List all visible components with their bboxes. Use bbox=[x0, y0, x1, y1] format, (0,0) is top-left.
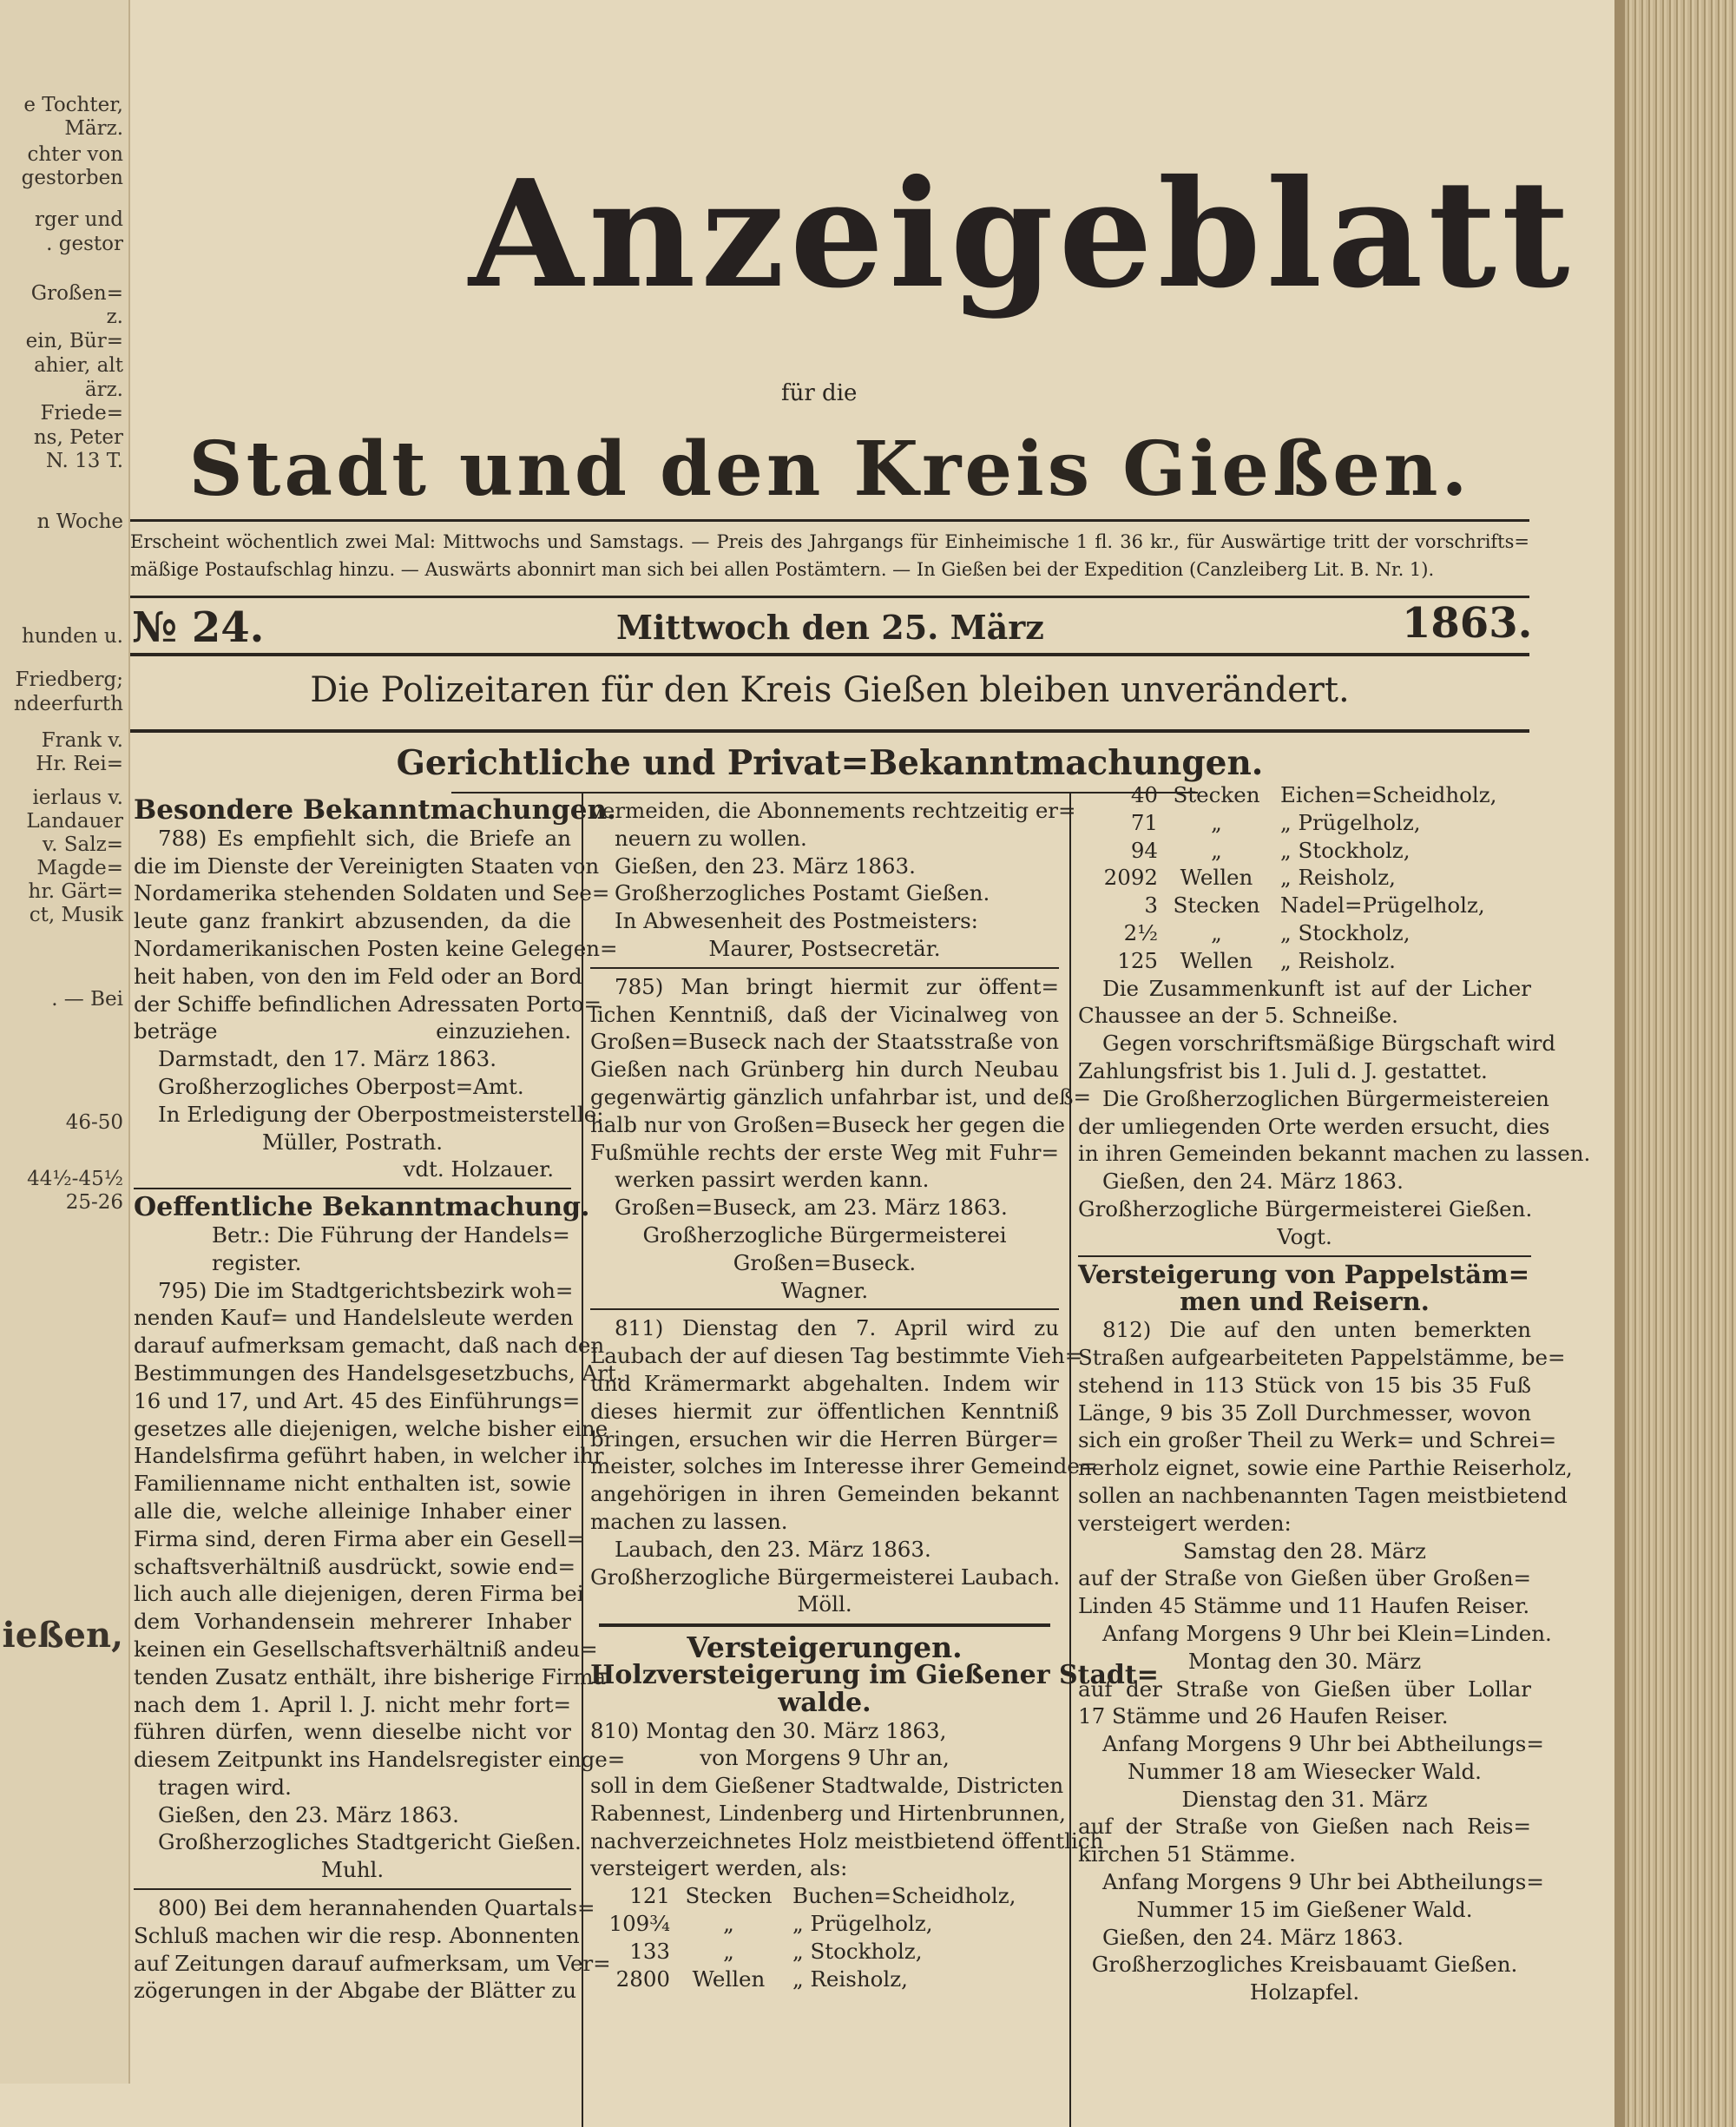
notice-800-last: neuern zu wollen. bbox=[615, 825, 807, 851]
text-line: Fußmühle rechts der erste Weg mit Fuhr= bbox=[590, 1139, 1059, 1165]
fragment-line: ießen, bbox=[2, 1615, 123, 1656]
heading-pappel-1: Versteigerung von Pappelstäm= bbox=[1078, 1259, 1530, 1289]
notice-795 bbox=[134, 1222, 626, 1884]
issue-date: Mittwoch den 25. März bbox=[616, 608, 1044, 647]
notice-810-last: versteigert werden, als: bbox=[590, 1855, 848, 1881]
text-line: beträge einzuziehen. bbox=[134, 1018, 571, 1044]
text-line: auf der Straße von Gießen über Lollar bbox=[1078, 1676, 1531, 1702]
text-line: Großen=Buseck nach der Staatsstraße von bbox=[590, 1029, 1059, 1055]
day-2-last: 17 Stämme und 26 Haufen Reiser. bbox=[1078, 1703, 1449, 1729]
heading-oeffentliche: Oeffentliche Bekanntmachung. bbox=[134, 1192, 590, 1223]
wood-quantity: 109¾ bbox=[608, 1911, 670, 1937]
text-line: die im Dienste der Vereinigten Staaten von bbox=[134, 853, 600, 879]
fragment-line: chter von bbox=[27, 143, 123, 166]
text-line: 788) Es empfiehlt sich, die Briefe an bbox=[158, 825, 571, 851]
wood-quantity: 94 bbox=[1130, 837, 1158, 863]
day-2-start-1: Anfang Morgens 9 Uhr bei Abtheilungs= bbox=[1102, 1731, 1544, 1757]
text-line: gegenwärtig gänzlich unfahrbar ist, und deß= bbox=[590, 1083, 1091, 1110]
wood-unit: „ bbox=[723, 1911, 734, 1937]
notice-795-date: Gießen, den 23. März 1863. bbox=[158, 1801, 459, 1827]
notice-788-sub: In Erledigung der Oberpostmeisterstelle: bbox=[158, 1101, 604, 1127]
wood-unit: Stecken bbox=[1173, 782, 1260, 807]
wood-row bbox=[1078, 781, 1523, 809]
notice-795-last: tragen wird. bbox=[158, 1774, 292, 1800]
text-line: 16 und 17, und Art. 45 des Einführungs= bbox=[134, 1387, 581, 1413]
day-3-lines bbox=[1078, 1813, 1531, 1841]
fragment-line: 25-26 bbox=[65, 1191, 123, 1214]
text-line: 795) Die im Stadtgerichtsbezirk woh= bbox=[158, 1277, 574, 1303]
wood-type: „ Stockholz, bbox=[1280, 837, 1410, 863]
fragment-line: 46-50 bbox=[65, 1111, 123, 1134]
wood-row bbox=[1078, 892, 1523, 919]
wood-row bbox=[1078, 809, 1523, 837]
text-line: Bestimmungen des Handelsgesetzbuchs, Art. bbox=[134, 1360, 623, 1386]
fragment-line: Großen= bbox=[30, 282, 123, 305]
heading-holzversteigerung-2: walde. bbox=[778, 1687, 871, 1718]
day-2-start-2: Nummer 18 am Wiesecker Wald. bbox=[1128, 1758, 1482, 1784]
meeting-place-lines bbox=[1078, 975, 1531, 1003]
day-1: Samstag den 28. März bbox=[1183, 1538, 1426, 1564]
fragment-line: Magde= bbox=[36, 857, 123, 879]
fragment-line: z. bbox=[106, 306, 123, 328]
text-line: der umliegenden Orte werden ersucht, dies bbox=[1078, 1113, 1550, 1139]
rule bbox=[134, 1188, 571, 1189]
text-line: vermeiden, die Abonnements rechtzeitig er= bbox=[590, 798, 1076, 823]
wood-type: „ Reisholz, bbox=[792, 1966, 908, 1992]
wood-type: „ Prügelholz, bbox=[1280, 809, 1421, 835]
wood-unit: „ bbox=[1211, 919, 1222, 945]
fragment-line: . gestor bbox=[46, 233, 123, 255]
col3-sig-2: Holzapfel. bbox=[1249, 1979, 1360, 2005]
fragment-line: Friede= bbox=[40, 402, 123, 425]
wood-unit: „ bbox=[723, 1938, 734, 1964]
payment-terms-last: Zahlungsfrist bis 1. Juli d. J. gestattet. bbox=[1078, 1057, 1488, 1083]
day-1-last: Linden 45 Stämme und 11 Haufen Reiser. bbox=[1078, 1593, 1530, 1619]
fragment-line: Landauer bbox=[26, 810, 123, 833]
notice-795-sig: Muhl. bbox=[320, 1857, 385, 1883]
wood-row bbox=[590, 1966, 1036, 1993]
notice-812-last: versteigert werden: bbox=[1078, 1510, 1292, 1536]
fragment-line: ierlaus v. bbox=[32, 787, 123, 809]
text-line: diesem Zeitpunkt ins Handelsregister einge= bbox=[134, 1747, 626, 1773]
masthead-rule bbox=[130, 519, 1529, 522]
notice-788-sig2: vdt. Holzauer. bbox=[403, 1156, 554, 1182]
fragment-line: ein, Bür= bbox=[25, 330, 123, 352]
col3-date-2: Gießen, den 24. März 1863. bbox=[1102, 1924, 1404, 1950]
fragment-line: ahier, alt bbox=[34, 354, 123, 377]
notice-800-date: Gießen, den 23. März 1863. bbox=[615, 853, 916, 879]
notice-811-date: Laubach, den 23. März 1863. bbox=[615, 1536, 931, 1562]
text-line: meister, solches im Interesse ihrer Gemeinde= bbox=[590, 1453, 1098, 1479]
fragment-line: gestorben bbox=[21, 167, 123, 189]
masthead-subtitle: Stadt und den Kreis Gießen. bbox=[188, 425, 1471, 513]
notice-788 bbox=[134, 825, 618, 1183]
notice-788-lines bbox=[134, 825, 618, 1045]
wood-type: „ Stockholz, bbox=[792, 1938, 923, 1964]
day-3-last: kirchen 51 Stämme. bbox=[1078, 1841, 1296, 1867]
wood-row bbox=[1078, 919, 1523, 947]
notice-785-org2: Großen=Buseck. bbox=[733, 1249, 917, 1275]
fragment-line: v. Salz= bbox=[42, 833, 123, 856]
fragment-line: Frank v. bbox=[41, 729, 123, 752]
col3-date-1: Gießen, den 24. März 1863. bbox=[1102, 1169, 1404, 1195]
text-line: heit haben, von den im Feld oder an Bord bbox=[134, 963, 582, 989]
wood-type: „ Stockholz, bbox=[1280, 919, 1410, 945]
text-line: stehend in 113 Stück von 15 bis 35 Fuß bbox=[1078, 1372, 1531, 1398]
wood-type: „ Reisholz. bbox=[1280, 947, 1396, 973]
fragment-line: Friedberg; bbox=[15, 668, 123, 691]
col3-org-1: Großherzogliche Bürgermeisterei Gießen. bbox=[1078, 1195, 1533, 1222]
wood-type: Buchen=Scheidholz, bbox=[792, 1883, 1016, 1909]
text-line: Rabennest, Lindenberg und Hirtenbrunnen, bbox=[590, 1800, 1066, 1826]
fragment-line: rger und bbox=[35, 208, 123, 231]
text-line: Nordamerika stehenden Soldaten und See= bbox=[134, 880, 610, 906]
text-line: halb nur von Großen=Buseck her gegen die bbox=[590, 1111, 1066, 1137]
wood-unit: „ bbox=[1211, 837, 1222, 863]
wood-quantity: 2½ bbox=[1123, 919, 1158, 945]
fragment-line: . — Bei bbox=[51, 988, 123, 1011]
text-line: 800) Bei dem herannahenden Quartals= bbox=[158, 1895, 595, 1921]
notice-788-org: Großherzogliches Oberpost=Amt. bbox=[158, 1073, 524, 1099]
text-line: alle die, welche alleinige Inhaber einer bbox=[134, 1498, 571, 1524]
wood-row bbox=[590, 1882, 1036, 1910]
heading-holzversteigerung-1: Holzversteigerung im Gießener Stadt= bbox=[590, 1659, 1159, 1690]
text-line: nach dem 1. April l. J. nicht mehr fort= bbox=[134, 1691, 571, 1717]
fragment-line: N. 13 T. bbox=[45, 450, 123, 472]
rule bbox=[590, 967, 1059, 969]
masthead-fuer-die: für die bbox=[781, 380, 858, 406]
notice-800-sub: In Abwesenheit des Postmeisters: bbox=[615, 908, 978, 934]
notice-810-line-1: 810) Montag den 30. März 1863, bbox=[590, 1717, 947, 1743]
text-line: zögerungen in der Abgabe der Blätter zu bbox=[134, 1978, 577, 2004]
wood-row bbox=[1078, 864, 1523, 892]
wood-type: „ Reisholz, bbox=[1280, 865, 1396, 891]
wood-unit: Wellen bbox=[1180, 947, 1253, 973]
wood-unit: Stecken bbox=[1173, 892, 1260, 919]
notice-810-line-2: von Morgens 9 Uhr an, bbox=[700, 1745, 950, 1771]
text-line: Familienname nicht enthalten ist, sowie bbox=[134, 1471, 571, 1497]
text-line: dem Vorhandensein mehrerer Inhaber bbox=[134, 1609, 571, 1635]
notice-800-org: Großherzogliches Postamt Gießen. bbox=[615, 880, 990, 906]
notice-785-last: werken passirt werden kann. bbox=[615, 1167, 930, 1193]
text-line: nenden Kauf= und Handelsleute werden bbox=[134, 1305, 574, 1331]
wood-quantity: 3 bbox=[1144, 892, 1158, 919]
col3-sig-1: Vogt. bbox=[1277, 1223, 1332, 1249]
heading-besondere: Besondere Bekanntmachungen. bbox=[134, 794, 616, 826]
wood-unit: Wellen bbox=[1180, 865, 1253, 891]
notice-785-date: Großen=Buseck, am 23. März 1863. bbox=[615, 1195, 1008, 1221]
notice-811-sig: Möll. bbox=[797, 1591, 852, 1617]
thick-rule bbox=[599, 1623, 1050, 1627]
text-line: Länge, 9 bis 35 Zoll Durchmesser, wovon bbox=[1078, 1399, 1531, 1426]
text-line: bringen, ersuchen wir die Herren Bürger= bbox=[590, 1426, 1059, 1452]
text-line: lichen Kenntniß, daß der Vicinalweg von bbox=[590, 1001, 1059, 1027]
notice-795-lines bbox=[134, 1277, 626, 1774]
column-3 bbox=[1078, 781, 1591, 2006]
payment-terms-lines bbox=[1078, 1030, 1556, 1057]
text-line: darauf aufmerksam gemacht, daß nach den bbox=[134, 1333, 605, 1359]
day-2: Montag den 30. März bbox=[1187, 1648, 1422, 1674]
day-1-start: Anfang Morgens 9 Uhr bei Klein=Linden. bbox=[1102, 1620, 1552, 1646]
day-1-lines bbox=[1078, 1564, 1531, 1592]
info-rule bbox=[130, 596, 1529, 598]
text-line: Gegen vorschriftsmäßige Bürgschaft wird bbox=[1102, 1031, 1556, 1057]
fragment-line: ärz. bbox=[84, 379, 123, 401]
text-line: Handelsfirma geführt haben, in welcher ihr bbox=[134, 1443, 604, 1469]
rule bbox=[590, 1308, 1059, 1310]
fragment-line: ns, Peter bbox=[33, 426, 123, 449]
wood-quantity: 125 bbox=[1117, 947, 1158, 973]
fragment-line: n Woche bbox=[36, 510, 123, 533]
text-line: angehörigen in ihren Gemeinden bekannt bbox=[590, 1481, 1059, 1507]
notice-800-continued bbox=[590, 797, 1076, 825]
fragment-line: Hr. Rei= bbox=[36, 753, 123, 775]
masthead-title: Anzeigeblatt bbox=[469, 148, 1575, 321]
wood-quantity: 2092 bbox=[1103, 865, 1158, 891]
day-3-start-1: Anfang Morgens 9 Uhr bei Abtheilungs= bbox=[1102, 1869, 1544, 1895]
text-line: Nordamerikanischen Posten keine Gelegen= bbox=[134, 935, 618, 961]
wood-type: „ Prügelholz, bbox=[792, 1911, 933, 1937]
fragment-line: März. bbox=[64, 117, 123, 140]
text-line: auf der Straße von Gießen über Großen= bbox=[1078, 1565, 1531, 1591]
wood-row bbox=[590, 1938, 1036, 1966]
notice-788-date: Darmstadt, den 17. März 1863. bbox=[158, 1046, 497, 1072]
col3-org-2: Großherzogliches Kreisbauamt Gießen. bbox=[1091, 1952, 1518, 1978]
wood-quantity: 2800 bbox=[615, 1966, 670, 1992]
text-line: auf Zeitungen darauf aufmerksam, um Ver= bbox=[134, 1950, 611, 1976]
day-3: Dienstag den 31. März bbox=[1181, 1786, 1428, 1812]
mayors-request-last: in ihren Gemeinden bekannt machen zu lassen. bbox=[1078, 1141, 1591, 1167]
betreff-line-1: Betr.: Die Führung der Handels= bbox=[212, 1222, 570, 1248]
notice-810-lines bbox=[590, 1772, 1104, 1854]
section-title: Gerichtliche und Privat=Bekanntmachungen. bbox=[396, 743, 1264, 783]
text-line: 811) Dienstag den 7. April wird zu bbox=[615, 1315, 1059, 1341]
wood-row bbox=[1078, 947, 1523, 975]
betreff-line-2: register. bbox=[212, 1249, 302, 1275]
wood-type: Nadel=Prügelholz, bbox=[1280, 892, 1485, 919]
notice-800-sig: Maurer, Postsecretär. bbox=[708, 935, 941, 961]
rule bbox=[1078, 1255, 1531, 1257]
text-line: soll in dem Gießener Stadtwalde, Districten bbox=[590, 1773, 1064, 1799]
notice-788-sig1: Müller, Postrath. bbox=[261, 1129, 444, 1155]
wood-row bbox=[1078, 837, 1523, 865]
notice-785-org1: Großherzogliche Bürgermeisterei bbox=[642, 1222, 1007, 1248]
fragment-line: ct, Musik bbox=[29, 904, 123, 926]
wood-quantity: 121 bbox=[629, 1883, 670, 1909]
fragment-line: hr. Gärt= bbox=[28, 880, 123, 903]
text-line: leute ganz frankirt abzusenden, da die bbox=[134, 908, 571, 934]
notice-811-org: Großherzogliche Bürgermeisterei Laubach. bbox=[590, 1564, 1061, 1590]
text-line: Firma sind, deren Firma aber ein Gesell= bbox=[134, 1525, 585, 1551]
notice-811-lines bbox=[590, 1314, 1098, 1508]
text-line: lich auch alle diejenigen, deren Firma bei bbox=[134, 1581, 584, 1607]
wood-unit: Wellen bbox=[692, 1966, 766, 1992]
police-tax-notice: Die Polizeitaren für den Kreis Gießen bleiben unverändert. bbox=[310, 670, 1350, 710]
notice-785-sig: Wagner. bbox=[780, 1277, 869, 1303]
text-line: tenden Zusatz enthält, ihre bisherige Firma bbox=[134, 1663, 607, 1689]
text-line: und Krämermarkt abgehalten. Indem wir bbox=[590, 1370, 1059, 1396]
text-line: gesetzes alle diejenigen, welche bisher eine bbox=[134, 1415, 608, 1441]
notice-rule bbox=[130, 729, 1529, 733]
text-line: Die Großherzoglichen Bürgermeistereien bbox=[1102, 1085, 1549, 1111]
text-line: Laubach der auf diesen Tag bestimmte Vieh= bbox=[590, 1343, 1083, 1369]
notice-811-last: machen zu lassen. bbox=[590, 1508, 788, 1534]
column-1 bbox=[134, 794, 626, 2005]
wood-type: Eichen=Scheidholz, bbox=[1280, 782, 1497, 807]
text-line: sollen an nachbenannten Tagen meistbietend bbox=[1078, 1482, 1568, 1508]
previous-page-fragment bbox=[0, 0, 130, 2084]
publication-info: Erscheint wöchentlich zwei Mal: Mittwochs und Samstags. — Preis des Jahrgangs für Einheimische 1 fl. 36 kr., für Auswärtige tritt der vorschrifts= mäßige Postaufschlag hinzu. — Auswärts abonnirt man sich bei allen Postämtern. — In Gießen bei der Expedition (Canzleiberg Lit. B. Nr. 1). bbox=[130, 531, 1529, 580]
wood-list-col3 bbox=[1078, 781, 1523, 975]
text-line: schaftsverhältniß ausdrückt, sowie end= bbox=[134, 1553, 576, 1579]
text-line: keinen ein Gesellschaftsverhältniß andeu= bbox=[134, 1636, 598, 1662]
notice-795-org: Großherzogliches Stadtgericht Gießen. bbox=[158, 1829, 582, 1855]
notice-812-lines bbox=[1078, 1316, 1573, 1510]
day-3-start-2: Nummer 15 im Gießener Wald. bbox=[1136, 1896, 1473, 1922]
text-line: Straßen aufgearbeiteten Pappelstämme, be= bbox=[1078, 1344, 1566, 1370]
text-line: auf der Straße von Gießen nach Reis= bbox=[1078, 1814, 1531, 1840]
wood-row bbox=[590, 1910, 1036, 1938]
text-line: 812) Die auf den unten bemerkten bbox=[1102, 1317, 1531, 1343]
wood-quantity: 133 bbox=[629, 1938, 670, 1964]
fragment-line: ndeerfurth bbox=[13, 693, 123, 715]
text-line: nachverzeichnetes Holz meistbietend öffentlich bbox=[590, 1827, 1104, 1854]
wood-unit: „ bbox=[1211, 809, 1222, 835]
wood-list-col2 bbox=[590, 1882, 1036, 1992]
mayors-request-lines bbox=[1078, 1085, 1550, 1141]
wood-unit: Stecken bbox=[685, 1883, 773, 1909]
heading-pappel-2: men und Reisern. bbox=[1180, 1287, 1430, 1317]
rule bbox=[134, 1888, 571, 1890]
fragment-line: hunden u. bbox=[21, 625, 123, 648]
meeting-place-last: Chaussee an der 5. Schneiße. bbox=[1078, 1003, 1398, 1029]
text-line: Gießen nach Grünberg hin durch Neubau bbox=[590, 1057, 1059, 1083]
text-line: Die Zusammenkunft ist auf der Licher bbox=[1102, 975, 1531, 1001]
issue-rule bbox=[130, 653, 1529, 656]
text-line: nerholz eignet, sowie eine Parthie Reiserholz, bbox=[1078, 1455, 1573, 1481]
heading-versteigerungen: Versteigerungen. bbox=[687, 1630, 963, 1665]
text-line: dieses hiermit zur öffentlichen Kenntniß bbox=[590, 1398, 1059, 1424]
issue-number: № 24. bbox=[132, 603, 265, 652]
text-line: sich ein großer Theil zu Werk= und Schrei= bbox=[1078, 1427, 1557, 1453]
text-line: führen dürfen, wenn dieselbe nicht vor bbox=[134, 1719, 571, 1745]
text-line: der Schiffe befindlichen Adressaten Porto= bbox=[134, 991, 602, 1017]
day-2-lines bbox=[1078, 1676, 1531, 1703]
issue-year: 1863. bbox=[1402, 599, 1533, 648]
notice-785-lines bbox=[590, 973, 1091, 1167]
text-line: 785) Man bringt hiermit zur öffent= bbox=[615, 973, 1059, 999]
wood-quantity: 40 bbox=[1130, 782, 1158, 807]
book-page-edges bbox=[1625, 0, 1736, 2127]
notice-800-lines bbox=[134, 1894, 611, 2005]
fragment-line: 44½-45½ bbox=[27, 1168, 123, 1190]
wood-quantity: 71 bbox=[1130, 809, 1158, 835]
front-page bbox=[130, 0, 1616, 2127]
text-line: Schluß machen wir die resp. Abonnenten bbox=[134, 1922, 580, 1948]
fragment-line: e Tochter, bbox=[23, 94, 123, 116]
